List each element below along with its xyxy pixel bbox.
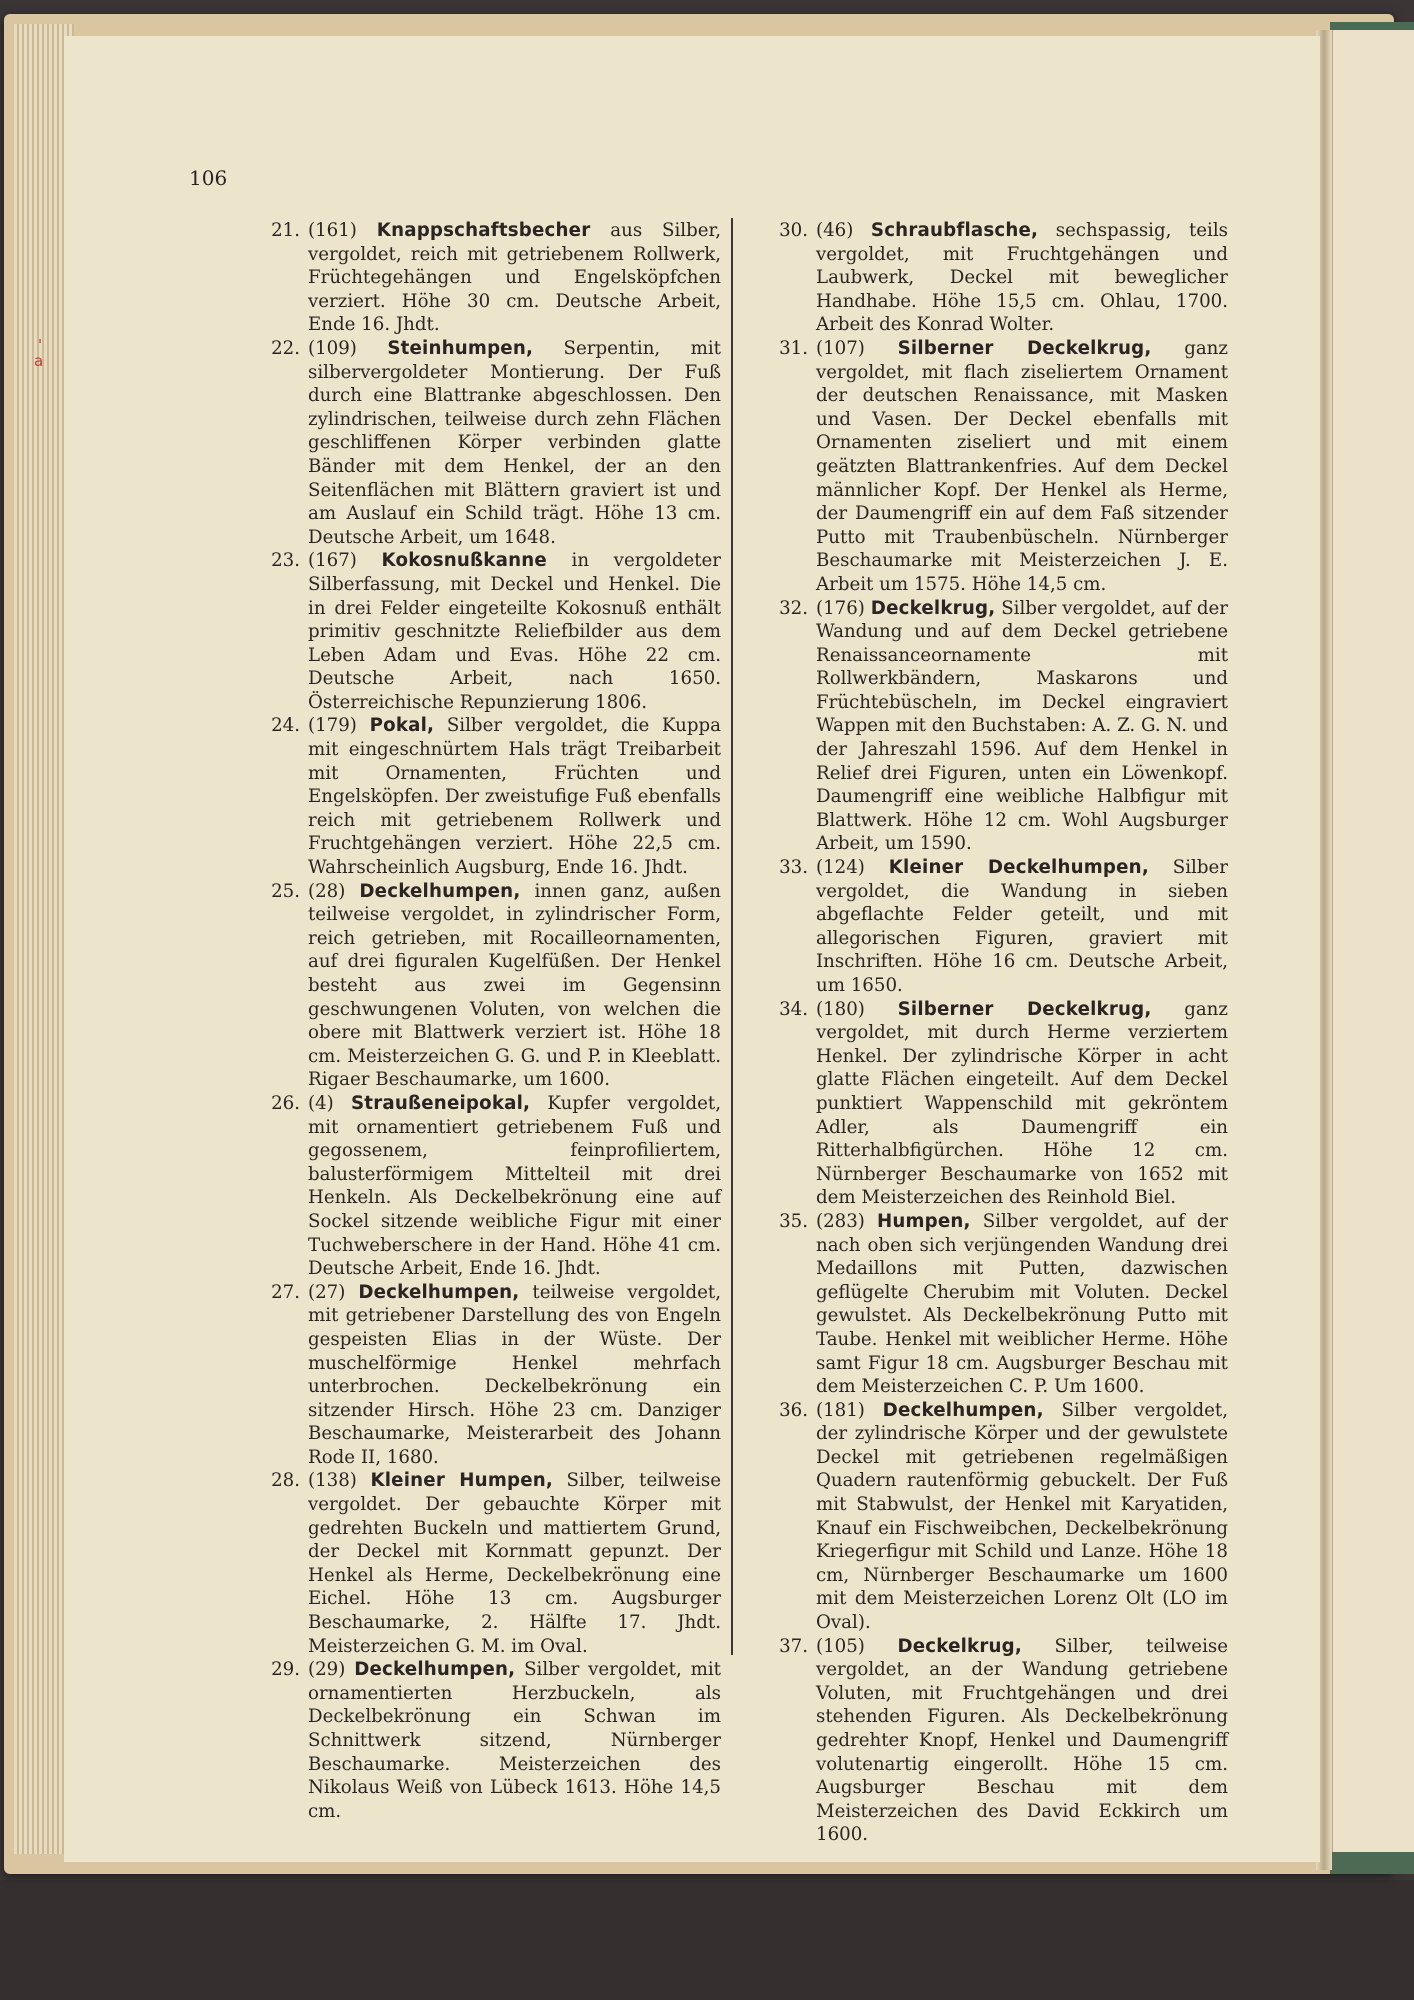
entry-title: Pokal,	[369, 715, 435, 737]
entry-description: Kupfer vergoldet, mit ornamentiert getriebenem Fuß und gegossenem, feinprofiliertem, balusterförmigem Mittelteil mit drei Henkeln. Als Deckelbekrönung eine auf Sockel sitzende weibliche Figur mit einer Tuchweberschere in der Hand. Höhe 41 cm. Deutsche Arbeit, Ende 16. Jhdt.	[308, 1092, 721, 1280]
entry-inventory-id: (181)	[816, 1399, 865, 1421]
entry-description: Serpentin, mit silbervergoldeter Montierung. Der Fuß durch eine Blattranke abgeschlossen. Den zylindrischen, teilweise durch zehn Flächen geschliffenen Körper verbinden glatte Bänder mit dem Henkel, der an den Seitenflächen mit Blättern graviert ist und am Auslauf ein Schild trägt. Höhe 13 cm. Deutsche Arbeit, um 1648.	[308, 337, 721, 548]
catalog-entry	[779, 998, 1228, 1210]
entry-number: 24.	[271, 715, 300, 737]
entry-title: Straußeneipokal,	[351, 1092, 531, 1114]
margin-mark-tick: '	[38, 336, 43, 354]
catalog-entry	[271, 337, 721, 549]
entry-number: 37.	[779, 1635, 808, 1657]
entry-inventory-id: (46)	[816, 220, 854, 241]
entry-number: 28.	[271, 1470, 300, 1492]
entry-number: 27.	[271, 1281, 300, 1303]
entry-description: Silber vergoldet, die Wandung in sieben abgeflachte Felder geteilt, und mit allegorischen Figuren, graviert mit Inschriften. Höhe 16 cm. Deutsche Arbeit, um 1650.	[816, 857, 1228, 996]
entry-inventory-id: (161)	[308, 220, 357, 241]
entry-inventory-id: (29)	[308, 1659, 346, 1681]
entry-inventory-id: (27)	[308, 1281, 346, 1303]
catalog-entry	[779, 219, 1228, 337]
entry-title: Schraubflasche,	[870, 220, 1039, 241]
catalog-entry	[271, 219, 721, 337]
catalog-entry	[779, 597, 1228, 857]
entry-title: Deckelhumpen,	[358, 1281, 520, 1303]
margin-mark-letter: a	[34, 352, 44, 370]
entry-title: Kleiner Humpen,	[370, 1470, 553, 1492]
catalog-entry	[271, 1092, 721, 1281]
entry-title: Deckelhumpen,	[354, 1659, 516, 1681]
entry-description: sechspassig, teils vergoldet, mit Fruchtgehängen und Laubwerk, Deckel mit beweglicher Handhabe. Höhe 15,5 cm. Ohlau, 1700. Arbeit des Konrad Wolter.	[816, 220, 1228, 336]
right-column	[779, 219, 1228, 1847]
entry-inventory-id: (180)	[816, 998, 865, 1020]
entry-number: 23.	[271, 550, 300, 572]
entry-inventory-id: (109)	[308, 337, 357, 359]
bookmark-ribbon-bottom	[1330, 1852, 1414, 1874]
entry-description: Silber, teilweise vergoldet, an der Wandung getriebene Voluten, mit Fruchtgehängen und drei stehenden Figuren. Als Deckelbekrönung gedrehter Knopf, Henkel und Daumengriff volutenartig eingerollt. Höhe 15 cm. Augsburger Beschau mit dem Meisterzeichen des David Eckkirch um 1600.	[816, 1635, 1228, 1846]
entry-number: 30.	[779, 220, 808, 241]
entry-number: 22.	[271, 337, 300, 359]
catalog-entry	[271, 1281, 721, 1470]
entry-description: Silber vergoldet, mit ornamentierten Herzbuckeln, als Deckelbekrönung ein Schwan im Schnittwerk sitzend, Nürnberger Beschaumarke. Meisterzeichen des Nikolaus Weiß von Lübeck 1613. Höhe 14,5 cm.	[308, 1659, 721, 1822]
entry-description: Silber, teilweise vergoldet. Der gebauchte Körper mit gedrehten Buckeln und mattiertem Grund, der Deckel mit Kornmatt gepunzt. Der Henkel als Herme, Deckelbekrönung eine Eichel. Höhe 13 cm. Augsburger Beschaumarke, 2. Hälfte 17. Jhdt. Meisterzeichen G. M. im Oval.	[308, 1470, 721, 1657]
catalog-entry	[779, 1399, 1228, 1635]
entry-number: 29.	[271, 1659, 300, 1681]
leather-cover	[0, 1880, 1414, 2000]
entry-number: 34.	[779, 998, 808, 1020]
catalog-entry	[271, 714, 721, 879]
entry-description: Silber vergoldet, auf der Wandung und auf dem Deckel getriebene Renaissanceornamente mit Rollwerkbändern, Maskarons und Früchtebüscheln, im Deckel eingraviert Wappen mit den Buchstaben: A. Z. G. N. und der Jahreszahl 1596. Auf dem Henkel in Relief drei Figuren, unten ein Löwenkopf. Daumengriff eine weibliche Halbfigur mit Blattwerk. Höhe 12 cm. Wohl Augsburger Arbeit, um 1590.	[816, 597, 1228, 855]
left-column	[271, 219, 721, 1823]
entry-number: 32.	[779, 597, 808, 619]
entry-description: Silber vergoldet, der zylindrische Körper und der gewulstete Deckel mit getriebenen regelmäßigen Quadern rautenförmig gebuckelt. Der Fuß mit Stabwulst, der Henkel mit Karyatiden, Knauf ein Fischweibchen, Deckelbekrönung Kriegerfigur mit Schild und Lanze. Höhe 18 cm, Nürnberger Beschaumarke um 1600 mit dem Meisterzeichen Lorenz Olt (LO im Oval).	[816, 1399, 1228, 1634]
entry-description: innen ganz, außen teilweise vergoldet, in zylindrischer Form, reich getrieben, mit Rocailleornamenten, auf drei figuralen Kugelfüßen. Der Henkel besteht aus zwei im Gegensinn geschwungenen Voluten, von welchen die obere mit Blattwerk verziert ist. Höhe 18 cm. Meisterzeichen G. G. und P. in Kleeblatt. Rigaer Beschaumarke, um 1600.	[308, 880, 721, 1091]
entry-description: aus Silber, vergoldet, reich mit getriebenem Rollwerk, Früchtegehängen und Engelsköpfchen verziert. Höhe 30 cm. Deutsche Arbeit, Ende 16. Jhdt.	[308, 220, 721, 336]
column-divider	[731, 218, 733, 1655]
entry-title: Silberner Deckelkrug,	[897, 337, 1152, 359]
margin-mark	[4, 338, 46, 372]
entry-description: Silber vergoldet, auf der nach oben sich verjüngenden Wandung drei Medaillons mit Putten, dazwischen geflügelte Cherubim mit Voluten. Deckel gewulstet. Als Deckelbekrönung Putto mit Taube. Henkel mit weiblicher Herme. Höhe samt Figur 18 cm. Augsburger Beschau mit dem Meisterzeichen C. P. Um 1600.	[816, 1210, 1228, 1398]
entry-number: 21.	[271, 220, 300, 241]
entry-inventory-id: (167)	[308, 550, 357, 572]
entry-title: Deckelkrug,	[870, 597, 996, 619]
entry-number: 31.	[779, 337, 808, 359]
entry-inventory-id: (28)	[308, 880, 346, 902]
catalog-entry	[779, 1210, 1228, 1399]
entry-description: ganz vergoldet, mit flach ziseliertem Ornament der deutschen Renaissance, mit Masken und Vasen. Der Deckel ebenfalls mit Ornamenten ziseliert und mit einem geätzten Blattrankenfries. Auf dem Deckel männlicher Kopf. Der Henkel als Herme, der Daumengriff ein auf dem Faß sitzender Putto mit Traubenbüscheln. Nürnberger Beschaumarke mit Meisterzeichen J. E. Arbeit um 1575. Höhe 14,5 cm.	[816, 337, 1228, 595]
entry-number: 33.	[779, 857, 808, 879]
entry-description: in vergoldeter Silberfassung, mit Deckel und Henkel. Die in drei Felder eingeteilte Kokosnuß enthält primitiv geschnitzte Reliefbilder aus dem Leben Adam und Evas. Höhe 22 cm. Deutsche Arbeit, nach 1650. Österreichische Repunzierung 1806.	[308, 550, 721, 713]
entry-title: Knappschaftsbecher	[376, 220, 591, 241]
entry-number: 25.	[271, 880, 300, 902]
entry-inventory-id: (138)	[308, 1470, 357, 1492]
entry-number: 35.	[779, 1210, 808, 1232]
facing-page-edge	[1330, 30, 1414, 1870]
catalog-entry	[779, 1635, 1228, 1847]
entry-title: Humpen,	[876, 1210, 971, 1232]
catalog-entry	[271, 1469, 721, 1658]
entry-inventory-id: (107)	[816, 337, 865, 359]
catalog-entry	[271, 549, 721, 714]
catalog-entry	[271, 1658, 721, 1823]
entry-inventory-id: (124)	[816, 857, 865, 879]
entry-title: Deckelhumpen,	[359, 880, 521, 902]
catalog-entry	[779, 337, 1228, 597]
entry-description: ganz vergoldet, mit durch Herme verziertem Henkel. Der zylindrische Körper in acht glatte Flächen eingeteilt. Auf dem Deckel punktiert Wappenschild mit gekröntem Adler, als Daumengriff ein Ritterhalbfigürchen. Höhe 12 cm. Nürnberger Beschaumarke von 1652 mit dem Meisterzeichen des Reinhold Biel.	[816, 998, 1228, 1209]
entry-inventory-id: (4)	[308, 1092, 334, 1114]
entry-title: Kleiner Deckelhumpen,	[888, 857, 1149, 879]
entry-title: Deckelkrug,	[897, 1635, 1022, 1657]
entry-description: teilweise vergoldet, mit getriebener Darstellung des von Engeln gespeisten Elias in der Wüste. Der muschelförmige Henkel mehrfach unterbrochen. Deckelbekrönung ein sitzender Hirsch. Höhe 23 cm. Danziger Beschaumarke, Meisterarbeit des Johann Rode II, 1680.	[308, 1281, 721, 1468]
entry-inventory-id: (176)	[816, 597, 865, 619]
entry-description: Silber vergoldet, die Kuppa mit eingeschnürtem Hals trägt Treibarbeit mit Ornamenten, Früchten und Engelsköpfen. Der zweistufige Fuß ebenfalls reich mit getriebenem Rollwerk und Fruchtgehängen verziert. Höhe 22,5 cm. Wahrscheinlich Augsburg, Ende 16. Jhdt.	[308, 715, 721, 879]
catalog-entry	[271, 880, 721, 1092]
entry-title: Kokosnußkanne	[381, 550, 547, 572]
entry-number: 26.	[271, 1092, 300, 1114]
entry-inventory-id: (179)	[308, 715, 357, 737]
entry-number: 36.	[779, 1399, 808, 1421]
entry-inventory-id: (105)	[816, 1635, 865, 1657]
entry-title: Steinhumpen,	[387, 337, 534, 359]
entry-title: Silberner Deckelkrug,	[897, 998, 1152, 1020]
entry-inventory-id: (283)	[816, 1210, 865, 1232]
catalog-entry	[779, 856, 1228, 998]
entry-title: Deckelhumpen,	[882, 1399, 1044, 1421]
page-number: 106	[189, 166, 228, 190]
